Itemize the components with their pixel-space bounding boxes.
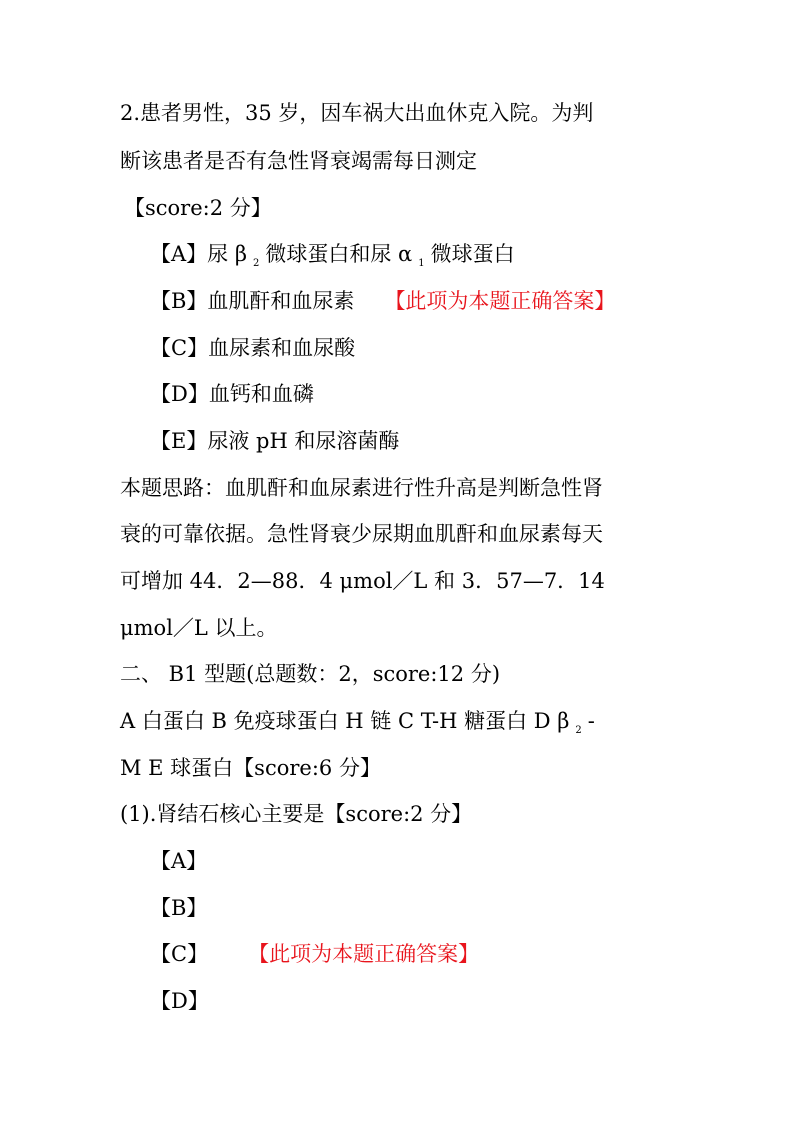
sub-question-1: (1).肾结石核心主要是【score:2 分】 [120, 802, 473, 826]
sub-option-c-text: 【C】 [150, 942, 209, 966]
option-a-subscript-1: 2 [253, 258, 260, 269]
option-d: 【D】血钙和血磷 [150, 382, 314, 406]
sub-option-c [150, 941, 479, 967]
section-heading: 二、 B1 型题(总题数：2，score:12 分) [120, 662, 501, 686]
b1-choices-text: A 白蛋白 B 免疫球蛋白 H 链 C T-H 糖蛋白 D β [120, 709, 570, 733]
option-e: 【E】尿液 pH 和尿溶菌酶 [150, 429, 400, 453]
option-b-text: 【B】血肌酐和血尿素 [150, 289, 355, 313]
explanation-line-3: 可增加 44．2—88．4 μmol／L 和 3．57—7．14 [120, 569, 605, 593]
option-a-text-3: 微球蛋白 [430, 242, 515, 266]
question-text-line-2: 断该患者是否有急性肾衰竭需每日测定 [120, 149, 477, 173]
option-a-label: 【A】 [150, 242, 208, 266]
correct-answer-marker: 【此项为本题正确答案】 [384, 289, 616, 313]
explanation-line-2: 衰的可靠依据。急性肾衰少尿期血肌酐和血尿素每天 [120, 522, 603, 546]
b1-choices-subscript: 2 [575, 725, 582, 736]
b1-choices-line-2: M E 球蛋白【score:6 分】 [120, 756, 381, 780]
sub-option-d: 【D】 [150, 989, 209, 1013]
option-a [150, 241, 515, 272]
b1-choices-line-1 [120, 708, 595, 739]
option-c: 【C】血尿素和血尿酸 [150, 336, 356, 360]
sub-option-b: 【B】 [150, 896, 208, 920]
explanation-line-4: μmol／L 以上。 [120, 616, 278, 640]
question-score: 【score:2 分】 [124, 196, 272, 220]
explanation-line-1: 本题思路：血肌酐和血尿素进行性升高是判断急性肾 [120, 476, 603, 500]
question-text-line-1: 2.患者男性，35 岁，因车祸大出血休克入院。为判 [120, 101, 594, 125]
option-a-text-1: 尿 β [207, 242, 247, 266]
b1-choices-dash: - [587, 709, 595, 733]
option-a-subscript-2: 1 [418, 258, 425, 269]
correct-answer-marker: 【此项为本题正确答案】 [248, 942, 480, 966]
option-a-text-2: 微球蛋白和尿 α [265, 242, 413, 266]
sub-option-a: 【A】 [150, 849, 208, 873]
option-b [150, 288, 615, 314]
